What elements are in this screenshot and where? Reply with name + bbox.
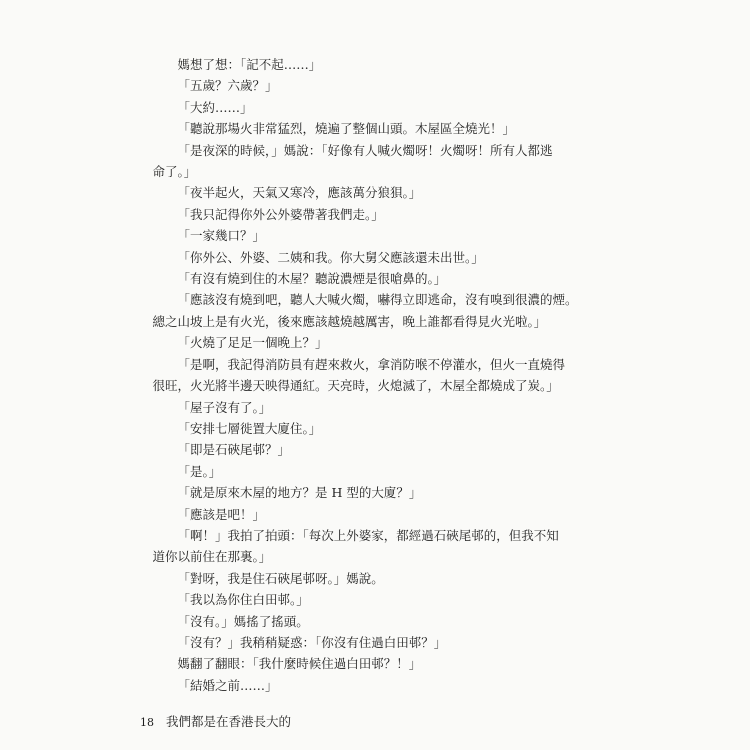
paragraph-text: 「一家幾口？」 — [177, 228, 266, 244]
paragraph — [165, 439, 595, 460]
paragraph-text: 「你外公、外婆、二姨和我。你大舅父應該還未出世。」 — [177, 249, 484, 265]
paragraph — [165, 653, 595, 674]
paragraph-text: 媽想了想：「記不起……」 — [177, 57, 322, 72]
paragraph — [165, 632, 595, 653]
body-text — [152, 54, 595, 696]
paragraph-text: 「應該沒有燒到吧，聽人大喊火燭，嚇得立即逃命，沒有嗅到很濃的煙。 — [177, 292, 578, 308]
paragraph-text: 「結婚之前……」 — [177, 677, 278, 693]
paragraph-continuation: 命了。」 — [152, 164, 197, 180]
paragraph-continuation: 很旺，火光將半邊天映得通紅。天亮時，火熄滅了，木屋全都燒成了炭。」 — [152, 378, 559, 394]
paragraph-text: 「五歲？六歲？」 — [177, 78, 278, 94]
paragraph — [165, 504, 595, 525]
paragraph — [165, 75, 595, 96]
paragraph-text: 「啊！」我拍了拍頭：「每次上外婆家，都經過石硤尾邨的，但我不知 — [177, 527, 559, 543]
paragraph — [165, 568, 595, 589]
paragraph-text: 「有沒有燒到住的木屋？聽說濃煙是很嗆鼻的。」 — [177, 271, 447, 287]
page-number: 18 — [140, 716, 154, 729]
paragraph — [165, 397, 595, 418]
paragraph-text: 「是夜深的時候，」媽說：「好像有人喊火燭呀！火燭呀！所有人都逃 — [177, 142, 553, 158]
paragraph — [165, 182, 595, 203]
paragraph-text: 「屋子沒有了。」 — [177, 399, 272, 415]
paragraph — [165, 97, 595, 118]
paragraph-text: 「我只記得你外公外婆帶著我們走。」 — [177, 206, 384, 222]
paragraph-text: 「即是石硤尾邨？」 — [177, 442, 291, 458]
paragraph — [165, 418, 595, 439]
paragraph — [165, 675, 595, 696]
paragraph-text: 「我以為你住白田邨。」 — [177, 592, 309, 608]
paragraph-text: 「沒有。」媽搖了搖頭。 — [177, 613, 309, 629]
paragraph — [165, 332, 595, 353]
paragraph — [165, 225, 595, 246]
paragraph-text: 「火燒了足足一個晚上？」 — [177, 335, 328, 351]
paragraph-text: 「應該是吧！」 — [177, 506, 266, 522]
paragraph-text: 「是啊，我記得消防員有趕來救火，拿消防喉不停灌水，但火一直燒得 — [177, 356, 566, 372]
running-title: 我們都是在香港長大的 — [166, 714, 292, 729]
paragraph — [165, 247, 595, 268]
paragraph-text: 「大約……」 — [177, 99, 253, 115]
paragraph — [165, 204, 595, 225]
paragraph-text: 「夜半起火，天氣又寒冷，應該萬分狼狽。」 — [177, 185, 422, 201]
paragraph-continuation: 總之山坡上是有火光，後來應該越燒越厲害，晚上誰都看得見火光啦。」 — [152, 313, 547, 329]
paragraph — [165, 118, 595, 139]
paragraph-text: 「安排七層徙置大廈住。」 — [177, 420, 322, 436]
paragraph — [165, 482, 595, 503]
paragraph — [165, 54, 595, 75]
paragraph-text: 媽翻了翻眼：「我什麼時候住過白田邨？！」 — [177, 656, 422, 672]
paragraph — [152, 525, 595, 568]
paragraph — [165, 268, 595, 289]
paragraph — [165, 461, 595, 482]
paragraph-text: 「沒有？」我稍稍疑惑：「你沒有住過白田邨？」 — [177, 634, 447, 650]
page-footer — [140, 712, 291, 730]
paragraph-text: 「是。」 — [177, 463, 222, 479]
paragraph — [152, 354, 595, 397]
paragraph-continuation: 道你以前住在那裏。」 — [152, 549, 272, 565]
paragraph — [165, 589, 595, 610]
paragraph-text: 「對呀，我是住石硤尾邨呀。」媽說。 — [177, 570, 384, 586]
paragraph-text: 「就是原來木屋的地方？是 H 型的大廈？」 — [177, 485, 422, 501]
paragraph — [152, 140, 595, 183]
paragraph-text: 「聽說那場火非常猛烈，燒遍了整個山頭。木屋區全燒光！」 — [177, 121, 516, 137]
paragraph — [165, 611, 595, 632]
paragraph — [152, 289, 595, 332]
